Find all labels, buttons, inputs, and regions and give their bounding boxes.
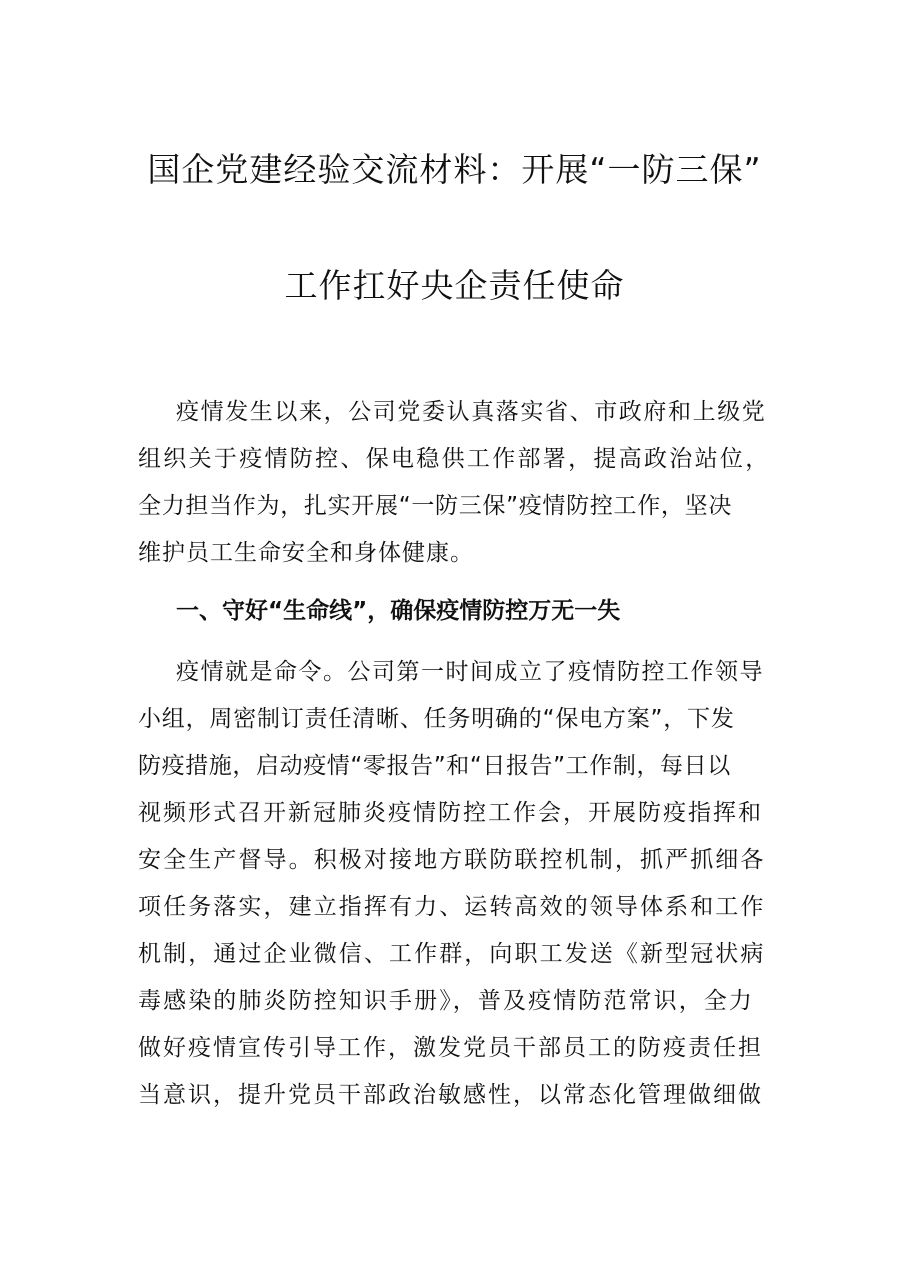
- section-1-line-9: 做好疫情宣传引导工作，激发党员干部员工的防疫责任担: [138, 1035, 763, 1061]
- document-title-line-2: 工作扛好央企责任使命: [284, 266, 625, 305]
- section-1-line-10: 当意识，提升党员干部政治敏感性，以常态化管理做细做: [138, 1082, 763, 1108]
- section-1-line-3: 防疫措施，启动疫情“零报告”和“日报告”工作制，每日以: [138, 753, 731, 779]
- section-1-line-8: 毒感染的肺炎防控知识手册》，普及疫情防范常识，全力: [138, 988, 754, 1014]
- section-1-line-7: 机制，通过企业微信、工作群，向职工发送《新型冠状病: [138, 941, 766, 967]
- document-title-line-1: 国企党建经验交流材料：开展“一防三保”: [147, 150, 762, 189]
- intro-line-1: 疫情发生以来，公司党委认真落实省、市政府和上级党: [176, 399, 767, 425]
- intro-line-3: 全力担当作为，扎实开展“一防三保”疫情防控工作，坚决: [138, 493, 733, 519]
- section-1-line-1: 疫情就是命令。公司第一时间成立了疫情防控工作领导: [176, 659, 764, 685]
- section-1-line-5: 安全生产督导。积极对接地方联防联控机制，抓严抓细各: [138, 847, 766, 873]
- intro-line-2: 组织关于疫情防控、保电稳供工作部署，提高政治站位，: [138, 446, 771, 472]
- section-1-heading: 一、守好“生命线”，确保疫情防控万无一失: [176, 598, 621, 624]
- section-1-line-4: 视频形式召开新冠肺炎疫情防控工作会，开展防疫指挥和: [138, 800, 763, 826]
- section-1-line-2: 小组，周密制订责任清晰、任务明确的“保电方案”，下发: [138, 706, 735, 732]
- intro-line-4: 维护员工生命安全和身体健康。: [138, 540, 474, 566]
- section-1-line-6: 项任务落实，建立指挥有力、运转高效的领导体系和工作: [138, 894, 766, 920]
